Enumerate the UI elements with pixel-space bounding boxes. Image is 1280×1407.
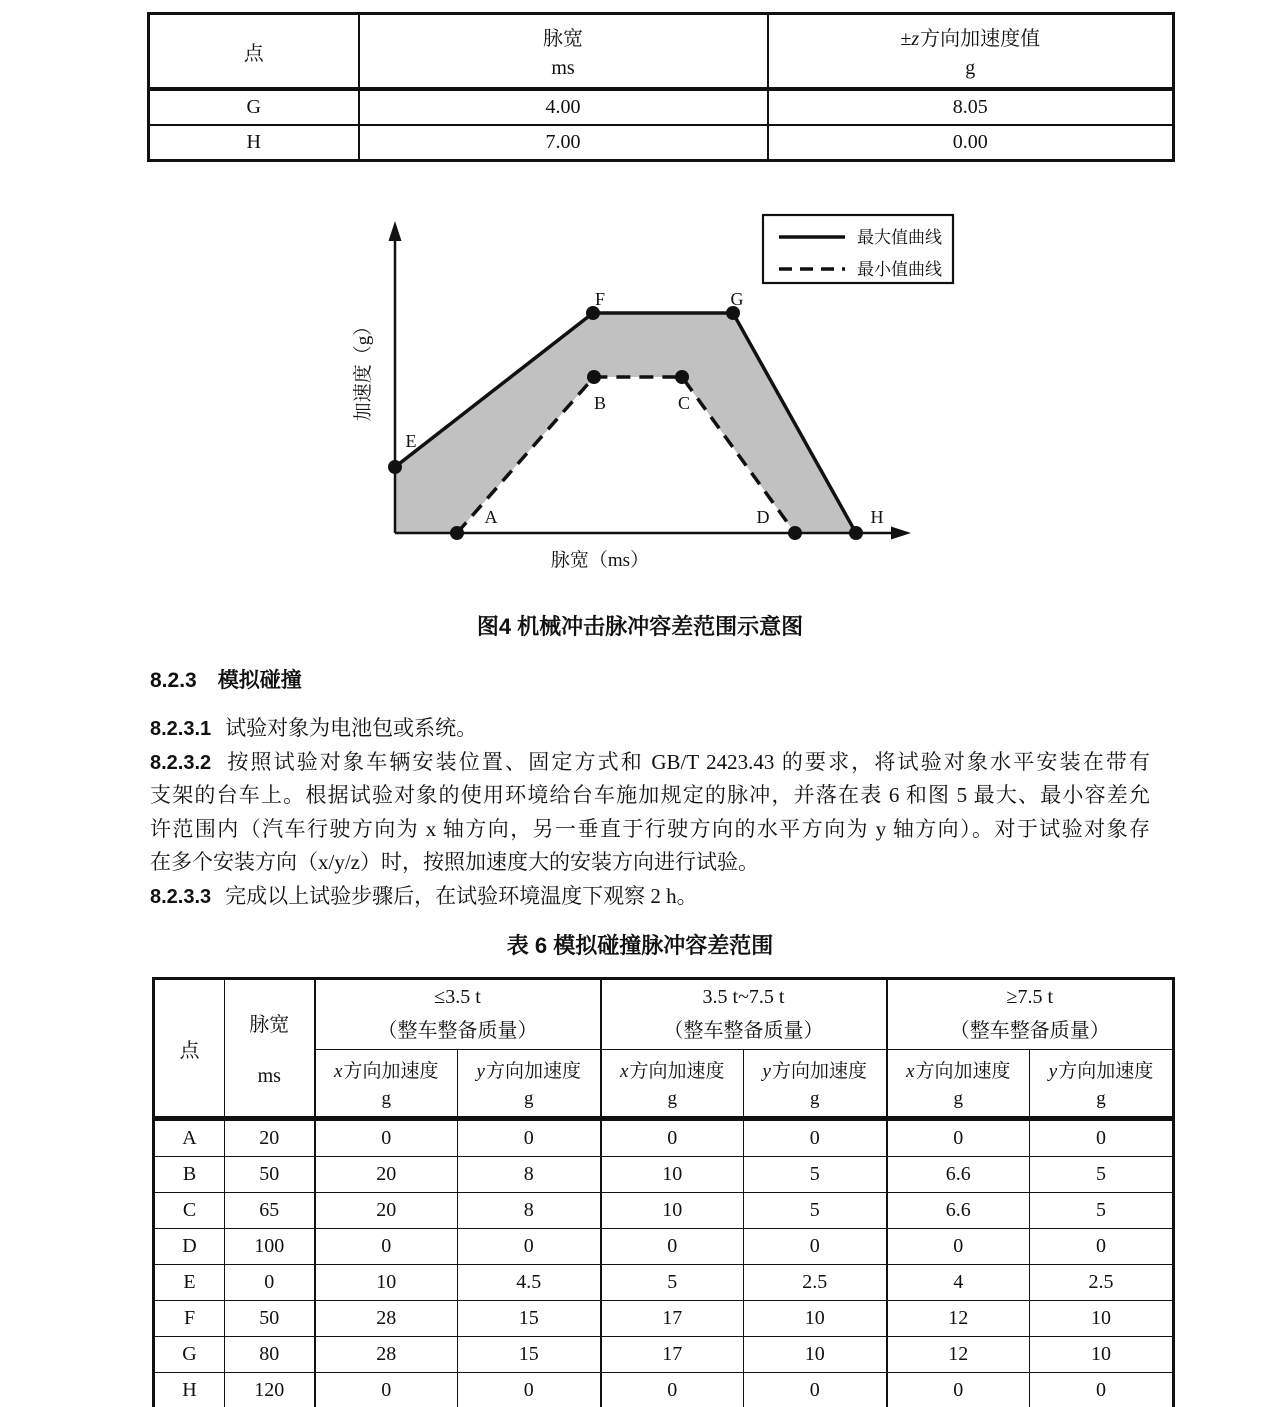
y-axis-label: 加速度（g） (353, 316, 374, 422)
cell-val: 0 (601, 1119, 744, 1157)
clause-8-2-3-2-line3: 许范围内（汽车行驶方向为 x 轴方向，另一垂直于行驶方向的水平方向为 y 轴方向）。对于试验对象存 (150, 816, 1150, 841)
cell-val: 0 (744, 1229, 887, 1265)
figure-shock-pulse-diagram (320, 205, 980, 583)
point-H (849, 526, 863, 540)
point-label-B: B (593, 393, 607, 413)
clause-8-2-3-2-line1 (150, 746, 1150, 780)
y-axis-arrow-icon (389, 221, 402, 241)
t6-group-ge-7-5t (887, 979, 1174, 1050)
point-label-D: D (756, 507, 770, 527)
x-variable: x (906, 1060, 915, 1082)
sub-unit: g (381, 1088, 391, 1110)
group-mass-label: 3.5 t~7.5 t (702, 985, 785, 1008)
group-mass-label: ≤3.5 t (434, 985, 481, 1008)
cell-val: 4.5 (458, 1265, 601, 1301)
table-row (149, 125, 1174, 161)
point-label-E: E (405, 431, 417, 451)
sub-unit: g (667, 1088, 677, 1110)
cell-pulse: 65 (225, 1193, 315, 1229)
ttop-header-accel-label (900, 22, 1040, 51)
cell-accel: 8.05 (768, 89, 1174, 125)
group-mass-label: ≥7.5 t (1006, 985, 1054, 1008)
cell-point: G (154, 1337, 225, 1373)
y-variable: y (476, 1060, 485, 1082)
table-row (154, 1119, 1174, 1157)
table6-caption: 表 6 模拟碰撞脉冲容差范围 (506, 933, 774, 958)
cell-val: 5 (601, 1265, 744, 1301)
cell-val: 0 (315, 1229, 458, 1265)
cell-pulse: 80 (225, 1337, 315, 1373)
shock-pulse-points-table (147, 12, 1175, 162)
clause-number: 8.2.3.3 (150, 885, 212, 908)
cell-val: 10 (601, 1193, 744, 1229)
point-A (450, 526, 464, 540)
cell-point: B (154, 1157, 225, 1193)
plus-minus-sign: ± (900, 27, 912, 50)
clause-8-2-3-3 (150, 880, 1150, 914)
clause-8-2-3-2-line2: 支架的台车上。根据试验对象的使用环境给台车施加规定的脉冲，并落在表 6 和图 5 最大、最小容差允 (150, 783, 1150, 807)
cell-val: 28 (315, 1301, 458, 1337)
x-variable: x (334, 1060, 343, 1082)
cell-pulse: 0 (225, 1265, 315, 1301)
cell-val: 17 (601, 1337, 744, 1373)
cell-val: 6.6 (887, 1157, 1030, 1193)
dir-suffix: 方向加速度 (915, 1060, 1011, 1082)
simulated-collision-table (152, 977, 1175, 1407)
cell-val: 8 (458, 1193, 601, 1229)
t6-group-le-3-5t (315, 979, 601, 1050)
cell-pulse: 120 (225, 1373, 315, 1407)
cell-val: 12 (887, 1337, 1030, 1373)
cell-point: G (149, 89, 359, 125)
group-mass-note: （整车整备质量） (949, 1020, 1110, 1043)
sub-unit: g (810, 1088, 820, 1110)
cell-pulse: 7.00 (359, 125, 768, 161)
t6-group-3-5-to-7-5t (601, 979, 887, 1050)
x-variable: x (620, 1060, 629, 1082)
cell-val: 2.5 (1030, 1265, 1174, 1301)
point-label-A: A (484, 507, 498, 527)
sub-label (620, 1056, 724, 1083)
cell-val: 0 (458, 1373, 601, 1407)
ttop-header-point (149, 14, 359, 90)
cell-pulse: 50 (225, 1301, 315, 1337)
clauses-block (150, 712, 1150, 913)
sub-label (906, 1056, 1010, 1083)
cell-val: 5 (744, 1157, 887, 1193)
table-row (154, 1157, 1174, 1193)
cell-val: 0 (887, 1119, 1030, 1157)
sub-label (477, 1056, 581, 1083)
cell-val: 0 (887, 1229, 1030, 1265)
clause-8-2-3-2-line4: 在多个安装方向（x/y/z）时，按照加速度大的安装方向进行试验。 (150, 850, 759, 874)
ttop-header-point-label: 点 (243, 42, 264, 65)
y-variable: y (1048, 1060, 1058, 1082)
cell-accel: 0.00 (768, 125, 1174, 161)
clause-text: 按照试验对象车辆安装位置、固定方式和 GB/T 2423.43 的要求，将试验对象水平安装在带有 (225, 749, 1150, 774)
cell-val: 0 (458, 1119, 601, 1157)
cell-point: H (149, 125, 359, 161)
cell-val: 20 (315, 1193, 458, 1229)
t6-sub-x3 (887, 1050, 1030, 1119)
dir-suffix: 方向加速度 (1058, 1060, 1154, 1082)
table-row (154, 1373, 1174, 1407)
t6-sub-y2 (744, 1050, 887, 1119)
cell-point: E (154, 1265, 225, 1301)
cell-val: 10 (744, 1301, 887, 1337)
ttop-header-pulse (359, 14, 768, 90)
t6-header-point: 点 (154, 979, 225, 1119)
t6-sub-y1 (458, 1050, 601, 1119)
point-D (788, 526, 802, 540)
table-row (154, 1229, 1174, 1265)
cell-val: 0 (744, 1373, 887, 1407)
group-mass-note: （整车整备质量） (377, 1020, 538, 1043)
sub-label (1049, 1056, 1153, 1083)
group-mass-note: （整车整备质量） (663, 1020, 824, 1043)
sub-label (763, 1056, 867, 1083)
ttop-header-pulse-label: 脉宽 (543, 27, 583, 50)
cell-val: 0 (1030, 1229, 1174, 1265)
cell-point: C (154, 1193, 225, 1229)
cell-val: 0 (601, 1229, 744, 1265)
clause-text: 试验对象为电池包或系统。 (225, 716, 478, 740)
t6-header-pulse-label: 脉宽 (249, 1014, 290, 1036)
cell-val: 10 (601, 1157, 744, 1193)
t6-sub-x1 (315, 1050, 458, 1119)
cell-pulse: 100 (225, 1229, 315, 1265)
clause-text: 完成以上试验步骤后，在试验环境温度下观察 2 h。 (225, 883, 698, 908)
table-row (154, 1265, 1174, 1301)
dir-suffix: 方向加速度 (771, 1060, 867, 1082)
cell-val: 0 (887, 1373, 1030, 1407)
ttop-header-pulse-unit: ms (551, 57, 575, 80)
point-label-C: C (677, 393, 691, 413)
point-E (388, 460, 402, 474)
cell-val: 15 (458, 1301, 601, 1337)
figure-caption: 图4 机械冲击脉冲容差范围示意图 (476, 614, 804, 639)
sub-unit: g (524, 1088, 534, 1110)
sub-unit: g (953, 1088, 963, 1110)
cell-val: 0 (1030, 1373, 1174, 1407)
cell-val: 0 (601, 1373, 744, 1407)
cell-val: 6.6 (887, 1193, 1030, 1229)
legend-min-label: 最小值曲线 (857, 260, 942, 279)
y-variable: y (762, 1060, 771, 1082)
clause-number: 8.2.3.2 (150, 751, 212, 774)
table-row (154, 1301, 1174, 1337)
section-heading: 8.2.3 模拟碰撞 (150, 669, 302, 692)
cell-val: 0 (458, 1229, 601, 1265)
dir-suffix: 方向加速度 (629, 1060, 725, 1082)
z-variable: z (911, 27, 920, 50)
x-axis-label: 脉宽（ms） (550, 550, 650, 571)
cell-val: 8 (458, 1157, 601, 1193)
table-row (154, 1193, 1174, 1229)
cell-val: 5 (1030, 1157, 1174, 1193)
sub-label (334, 1056, 438, 1083)
legend-max-label: 最大值曲线 (857, 228, 942, 247)
point-C (675, 370, 689, 384)
cell-val: 5 (744, 1193, 887, 1229)
clause-8-2-3-1 (150, 712, 1150, 746)
cell-val: 0 (315, 1119, 458, 1157)
cell-point: F (154, 1301, 225, 1337)
x-axis-arrow-icon (891, 527, 911, 540)
cell-point: H (154, 1373, 225, 1407)
cell-val: 12 (887, 1301, 1030, 1337)
cell-val: 10 (1030, 1337, 1174, 1373)
cell-val: 17 (601, 1301, 744, 1337)
cell-point: D (154, 1229, 225, 1265)
cell-val: 0 (744, 1119, 887, 1157)
cell-val: 10 (744, 1337, 887, 1373)
cell-val: 0 (1030, 1119, 1174, 1157)
cell-val: 15 (458, 1337, 601, 1373)
cell-pulse: 50 (225, 1157, 315, 1193)
accel-label-rest: 方向加速度值 (920, 27, 1041, 50)
sub-unit: g (1096, 1088, 1106, 1110)
cell-pulse: 4.00 (359, 89, 768, 125)
cell-val: 10 (315, 1265, 458, 1301)
t6-header-pulse (225, 979, 315, 1119)
cell-pulse: 20 (225, 1119, 315, 1157)
t6-sub-x2 (601, 1050, 744, 1119)
point-label-F: F (594, 289, 606, 309)
cell-val: 28 (315, 1337, 458, 1373)
cell-val: 2.5 (744, 1265, 887, 1301)
point-label-H: H (870, 507, 884, 527)
cell-val: 0 (315, 1373, 458, 1407)
t6-header-pulse-unit: ms (257, 1065, 281, 1087)
tolerance-band-shade (395, 313, 856, 533)
clause-number: 8.2.3.1 (150, 718, 212, 740)
table-row (154, 1337, 1174, 1373)
ttop-header-accel-unit: g (965, 57, 976, 80)
point-B (587, 370, 601, 384)
t6-sub-y3 (1030, 1050, 1174, 1119)
dir-suffix: 方向加速度 (485, 1060, 581, 1082)
cell-val: 10 (1030, 1301, 1174, 1337)
cell-point: A (154, 1119, 225, 1157)
cell-val: 5 (1030, 1193, 1174, 1229)
cell-val: 20 (315, 1157, 458, 1193)
dir-suffix: 方向加速度 (343, 1060, 439, 1082)
ttop-header-accel (768, 14, 1174, 90)
table-row (149, 89, 1174, 125)
cell-val: 4 (887, 1265, 1030, 1301)
point-label-G: G (730, 289, 744, 309)
